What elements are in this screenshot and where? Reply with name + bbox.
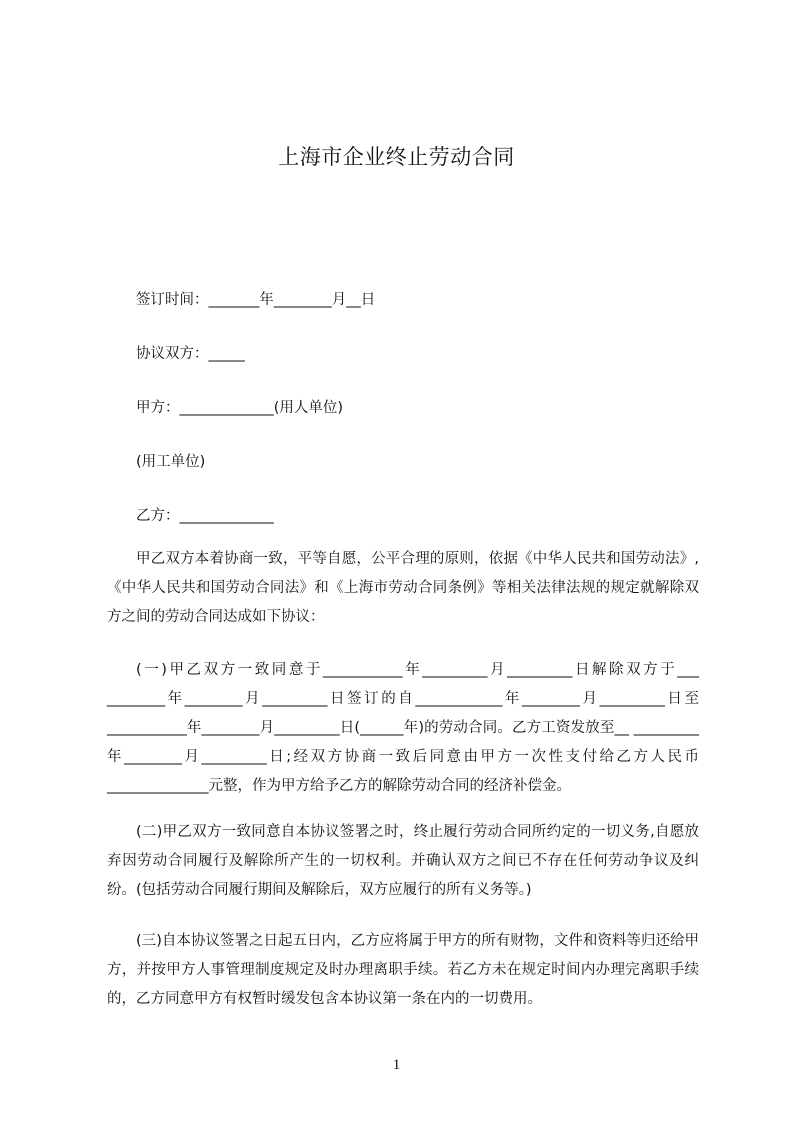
parties-field: 协议双方：_____ — [136, 346, 245, 362]
clause-2-paragraph: (二)甲乙双方一致同意自本协议签署之时，终止履行劳动合同所约定的一切义务,自愿放弃因劳动合同履行及解除所产生的一切权利。并确认双方之间已不存在任何劳动争议及纠纷。(包括劳动合同履行期间及解除后，双方应履行的所有义务等。) — [107, 824, 699, 898]
party-a-field: 甲方：_____________(用人单位) — [136, 400, 344, 416]
employer-unit-field: (用工单位) — [136, 454, 206, 470]
intro-paragraph: 甲乙双方本着协商一致，平等自愿，公平合理的原则，依据《中华人民共和国劳动法》,《中华人民共和国劳动合同法》和《上海市劳动合同条例》等相关法律法规的规定就解除双方之间的劳动合同达成如下协议： — [107, 551, 699, 625]
party-b-field: 乙方：_____________ — [136, 508, 274, 524]
page-number: 1 — [392, 1057, 401, 1073]
document-title: 上海市企业终止劳动合同 — [278, 145, 515, 169]
clause-3-paragraph: (三)自本协议签署之日起五日内，乙方应将属于甲方的所有财物，文件和资料等归还给甲方，并按甲方人事管理制度规定及时办理离职手续。若乙方未在规定时间内办理完离职手续的，乙方同意甲方有权暂时缓发包含本协议第一条在内的一切费用。 — [107, 933, 699, 1007]
sign-time-field: 签订时间：_______年________月__日 — [136, 292, 376, 308]
clause-1-paragraph: (一)甲乙双方一致同意于___________年_________月_________日解除双方于___ ________年________月_________日签订的自____________年________月_________日至___________年________月_________日(______年)的劳动合同。乙方工资发放至__ _________年________月_________日;经双方协商一致后同意由甲方一次性支付给乙方人民币______________元整，作为甲方给予乙方的解除劳动合同的经济补偿金。 — [107, 662, 699, 794]
